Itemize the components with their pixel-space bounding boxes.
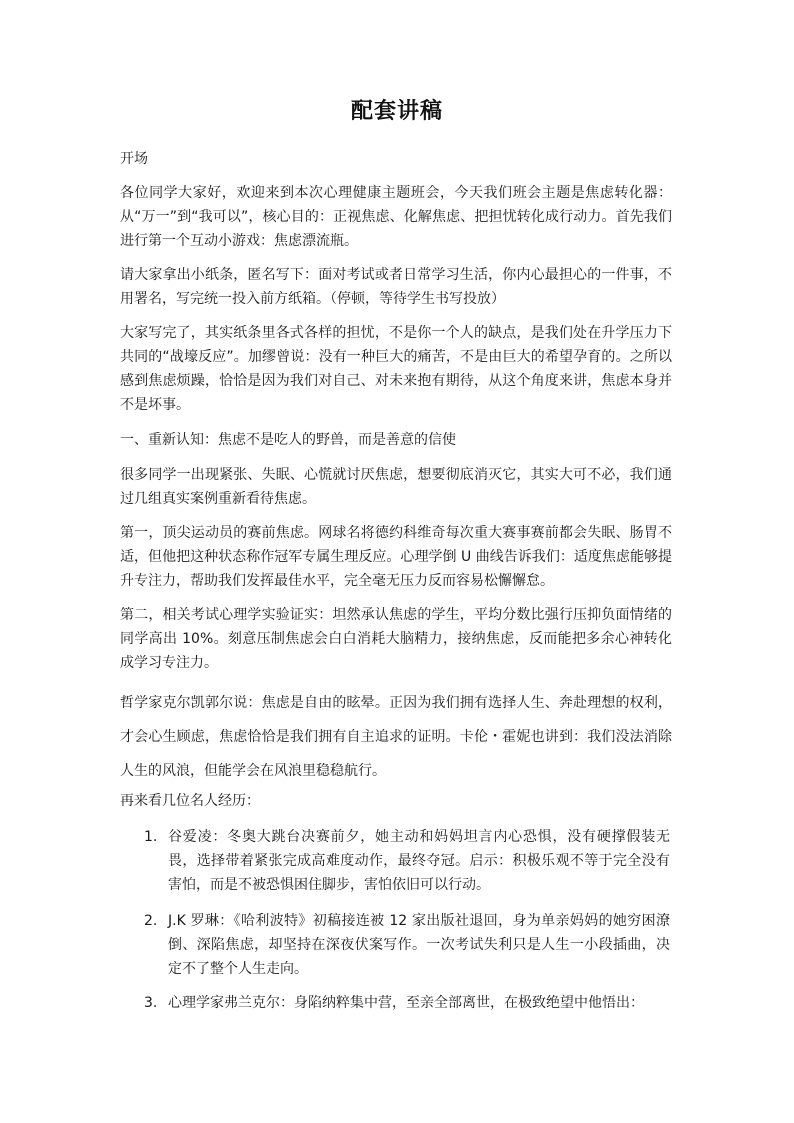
section-heading-reframing: 一、重新认知：焦虑不是吃人的野兽，而是善意的信使 [120,432,456,448]
paragraph-opening-heading: 开场 [120,151,148,167]
paragraph-case-intro: 很多同学一出现紧张、失眠、心慌就讨厌焦虑，想要彻底消灭它，其实大可不必，我们通过几组真实案例重新看待焦虑。 [120,467,672,507]
list-item-frankl [144,991,672,1015]
paragraph-famous-people-intro: 再来看几位名人经历： [120,793,260,809]
paragraph-drift-bottle-instruction: 请大家拿出小纸条，匿名写下：面对考试或者日常学习生活，你内心最担心的一件事，不用署名，写完统一投入前方纸箱。（停顿，等待学生书写投放） [120,267,672,307]
paragraph-anxiety-reflection: 大家写完了，其实纸条里各式各样的担忧，不是你一个人的缺点，是我们处在升学压力下共同的“战壕反应”。加缪曾说：没有一种巨大的痛苦，不是由巨大的希望孕育的。之所以感到焦虑烦躁，恰恰是因为我们对自己、对未来抱有期待，从这个角度来讲，焦虑本身并不是坏事。 [120,325,672,413]
list-item-text: J.K 罗琳：《哈利波特》初稿接连被 12 家出版社退回，身为单亲妈妈的她穷困潦倒、深陷焦虑，却坚持在深夜伏案写作。一次考试失利只是人生一小段插曲，决定不了整个人生走向。 [168,913,670,977]
list-number: 3. [144,995,158,1011]
list-number: 2. [144,913,158,929]
paragraph-opening-intro: 各位同学大家好，欢迎来到本次心理健康主题班会，今天我们班会主题是焦虑转化器：从“万一”到“我可以”，核心目的：正视焦虑、化解焦虑、把担忧转化成行动力。首先我们进行第一个互动小游戏：焦虑漂流瓶。 [120,185,672,249]
list-item-text: 心理学家弗兰克尔：身陷纳粹集中营，至亲全部离世，在极致绝望中他悟出： [168,995,644,1011]
list-number: 1. [144,829,158,845]
list-item-gu-ailing [144,825,672,897]
list-item-text: 谷爱凌：冬奥大跳台决赛前夕，她主动和妈妈坦言内心恐惧，没有硬撑假装无畏，选择带着紧张完成高难度动作，最终夺冠。启示：积极乐观不等于完全没有害怕，而是不被恐惧困住脚步，害怕依旧可以行动。 [168,829,670,893]
paragraph-experiment-case: 第二，相关考试心理学实验证实：坦然承认焦虑的学生，平均分数比强行压抑负面情绪的同学高出 10%。刻意压制焦虑会白白消耗大脑精力，接纳焦虑，反而能把多余心神转化成学习专注力。 [120,607,672,671]
document-title: 配套讲稿 [350,99,443,124]
paragraph-philosophy-quote: 哲学家克尔凯郭尔说：焦虑是自由的眩晕。正因为我们拥有选择人生、奔赴理想的权利，才会心生顾虑，焦虑恰恰是我们拥有自主追求的证明。卡伦・霍妮也讲到：我们没法消除人生的风浪，但能学会在风浪里稳稳航行。 [120,695,672,779]
paragraph-athlete-case: 第一，顶尖运动员的赛前焦虑。网球名将德约科维奇每次重大赛事赛前都会失眠、肠胃不适，但他把这种状态称作冠军专属生理反应。心理学倒 U 曲线告诉我们：适度焦虑能够提升专注力，帮助我们发挥最佳水平，完全毫无压力反而容易松懈懈怠。 [120,525,672,589]
list-item-jk-rowling [144,909,672,981]
